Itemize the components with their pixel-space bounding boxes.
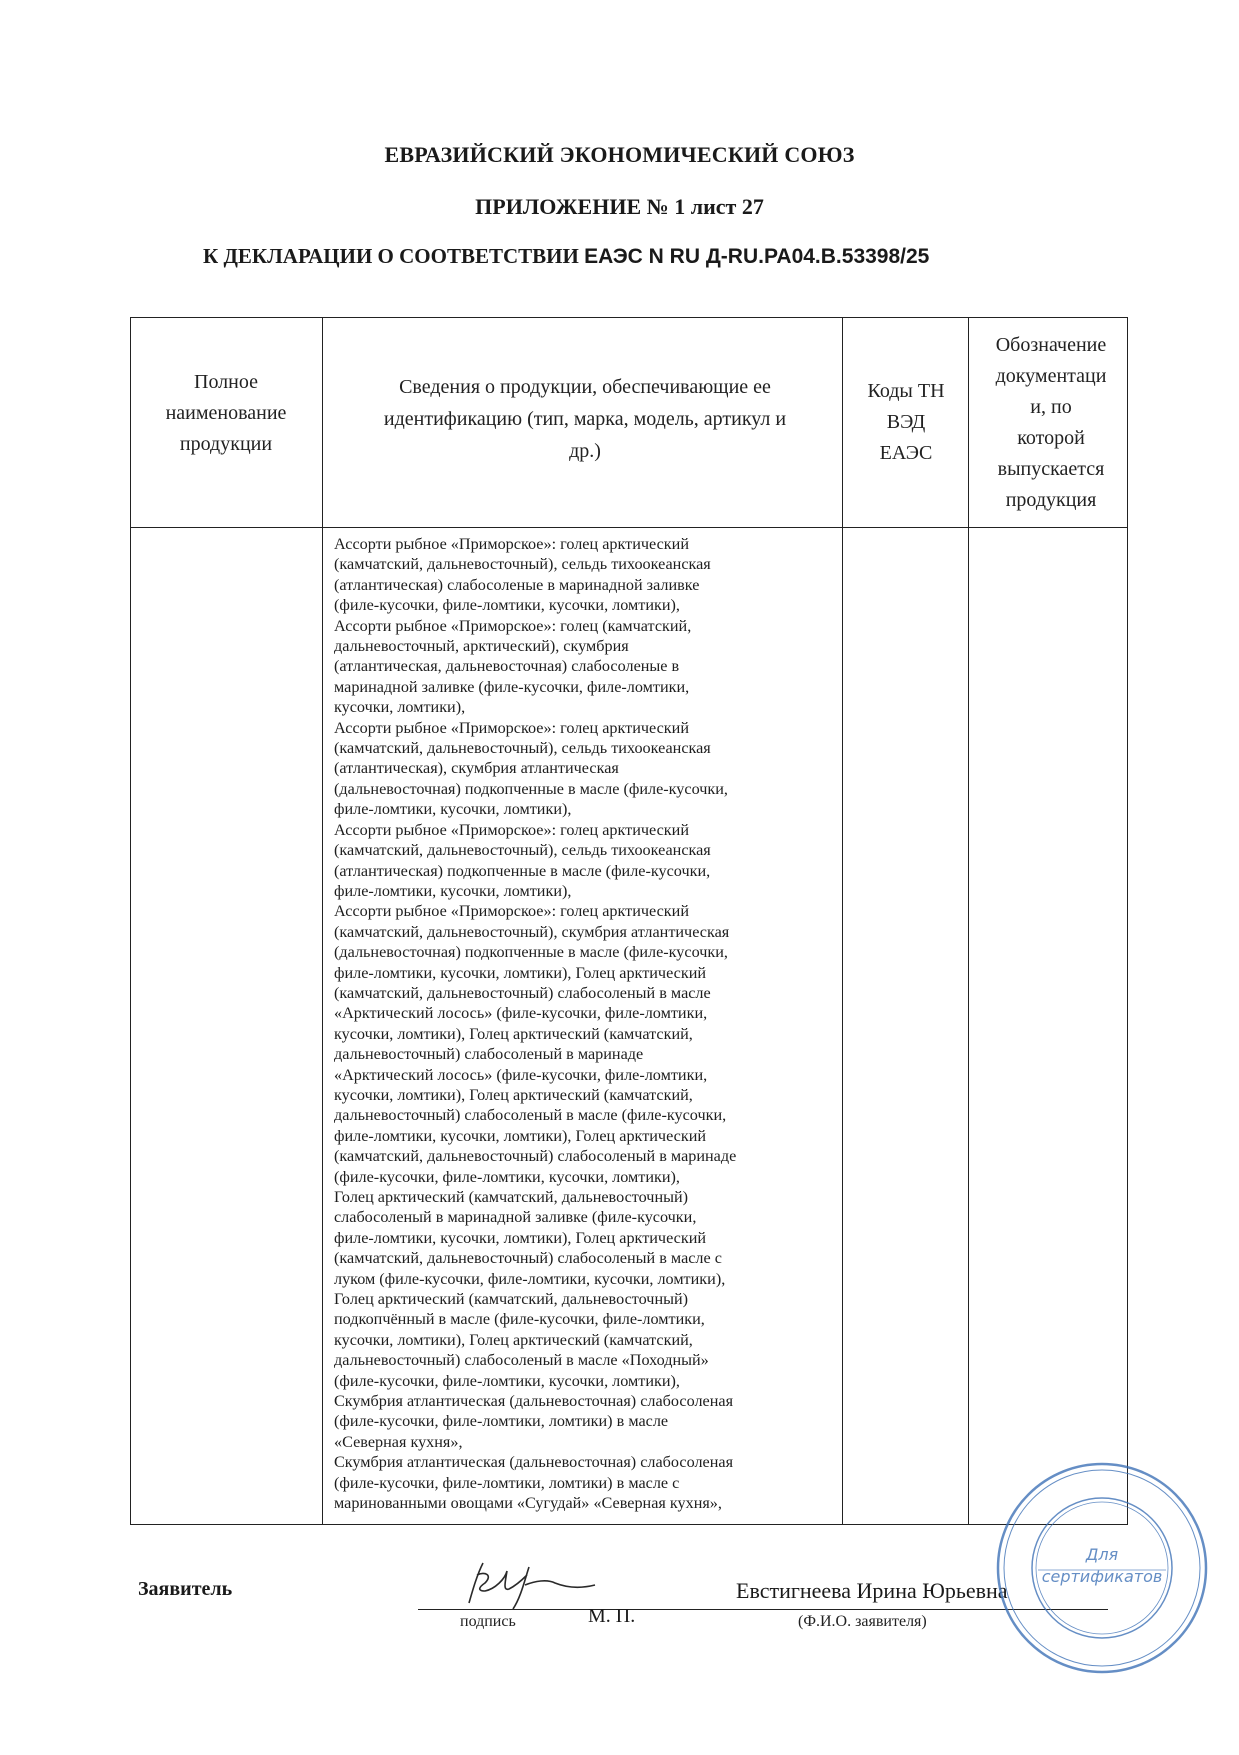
product-line: маринадной заливке (филе-кусочки, филе-ломтики, [334, 677, 690, 696]
product-line: дальневосточный) слабосоленый в маринаде [334, 1045, 644, 1064]
header-line: и, по [1030, 396, 1072, 418]
product-line: (камчатский, дальневосточный) слабосоленый в масле [334, 983, 711, 1002]
product-line: Ассорти рыбное «Приморское»: голец арктический [334, 535, 689, 553]
product-line: (дальневосточная) подкопченные в масле (филе-кусочки, [334, 779, 728, 798]
table-bottom-border [130, 1524, 1128, 1525]
product-line: Ассорти рыбное «Приморское»: голец (камчатский, [334, 616, 692, 635]
product-line: дальневосточный, арктический), скумбрия [334, 637, 629, 656]
product-line: (камчатский, дальневосточный) слабосоленый в маринаде [334, 1147, 737, 1166]
product-line: филе-ломтики, кусочки, ломтики), [334, 800, 572, 819]
product-line: филе-ломтики, кусочки, ломтики), Голец арктический [334, 1126, 707, 1145]
seal-label: М. П. [588, 1605, 636, 1627]
header-line: др.) [569, 440, 601, 462]
header-line: Обозначение [995, 334, 1107, 356]
product-line: (филе-кусочки, филе-ломтики, кусочки, ломтики), [334, 1167, 680, 1186]
header-line: идентификацию (тип, марка, модель, артикул и [383, 408, 787, 430]
header-line: ЕАЭС [879, 442, 933, 464]
declaration-title [203, 244, 1063, 269]
union-title: ЕВРАЗИЙСКИЙ ЭКОНОМИЧЕСКИЙ СОЮЗ [384, 142, 855, 167]
table-header-divider [130, 527, 1128, 528]
svg-text:Для: Для [1085, 1545, 1119, 1564]
header-line: Коды ТН [867, 380, 945, 402]
product-line: Ассорти рыбное «Приморское»: голец арктический [334, 820, 689, 839]
product-line: (атлантическая) подкопченные в масле (филе-кусочки, [334, 861, 711, 880]
handwritten-signature [455, 1545, 605, 1615]
column-divider [968, 317, 969, 1525]
declaration-prefix: К ДЕКЛАРАЦИИ О СООТВЕТСТВИИ [203, 244, 585, 268]
header-cell-product-name [130, 367, 322, 460]
name-caption: (Ф.И.О. заявителя) [798, 1613, 927, 1630]
header-cell-tn-ved-codes [846, 376, 966, 469]
product-line: (филе-кусочки, филе-ломтики, кусочки, ломтики), [334, 1371, 680, 1390]
product-line: луком (филе-кусочки, филе-ломтики, кусочки, ломтики), [334, 1269, 726, 1288]
header-cell-product-info [330, 371, 840, 467]
header-line: ВЭД [886, 411, 926, 433]
product-line: «Арктический лосось» (филе-кусочки, филе-ломтики, [334, 1004, 708, 1023]
product-line: (филе-кусочки, филе-ломтики, кусочки, ломтики), [334, 596, 680, 615]
product-line: (камчатский, дальневосточный), скумбрия атлантическая [334, 922, 730, 941]
header-line: наименование [165, 402, 287, 424]
product-line: Голец арктический (камчатский, дальневосточный) [334, 1290, 689, 1309]
product-line: (дальневосточная) подкопченные в масле (филе-кусочки, [334, 943, 728, 962]
header-line: документаци [995, 365, 1107, 387]
product-line: (атлантическая, дальневосточная) слабосоленые в [334, 657, 680, 676]
product-line: Ассорти рыбное «Приморское»: голец арктический [334, 718, 689, 737]
header-cell-documentation [972, 330, 1130, 516]
product-line: (камчатский, дальневосточный), сельдь тихоокеанская [334, 555, 711, 574]
product-line: филе-ломтики, кусочки, ломтики), Голец арктический [334, 1228, 707, 1247]
declaration-number: ЕАЭС N RU Д-RU.PA04.B.53398/25 [584, 245, 930, 268]
product-line: дальневосточный) слабосоленый в масле (филе-кусочки, [334, 1106, 727, 1125]
column-divider [322, 317, 323, 1525]
product-line: (атлантическая) слабосоленые в маринадной заливке [334, 575, 700, 594]
product-line: дальневосточный) слабосоленый в масле «Походный» [334, 1351, 709, 1370]
company-stamp [992, 1458, 1212, 1678]
product-line: подкопчённый в масле (филе-кусочки, филе-ломтики, [334, 1310, 705, 1329]
product-line: Скумбрия атлантическая (дальневосточная) слабосоленая [334, 1392, 734, 1411]
product-line: кусочки, ломтики), Голец арктический (камчатский, [334, 1330, 693, 1349]
header-line: продукции [179, 433, 273, 455]
header-line: которой [1017, 427, 1085, 449]
header-line: продукция [1005, 489, 1097, 511]
signature-caption: подпись [460, 1613, 516, 1630]
product-description-cell [334, 534, 844, 1514]
product-line: кусочки, ломтики), [334, 698, 466, 717]
product-line: (камчатский, дальневосточный), сельдь тихоокеанская [334, 739, 711, 758]
product-line: кусочки, ломтики), Голец арктический (камчатский, [334, 1024, 693, 1043]
svg-text:сертификатов: сертификатов [1041, 1567, 1163, 1586]
product-line: маринованными овощами «Сугудай» «Северная кухня», [334, 1494, 722, 1513]
product-line: Голец арктический (камчатский, дальневосточный) [334, 1188, 689, 1206]
product-line: (атлантическая), скумбрия атлантическая [334, 759, 619, 778]
product-line: (камчатский, дальневосточный) слабосоленый в масле с [334, 1249, 722, 1268]
product-line: (камчатский, дальневосточный), сельдь тихоокеанская [334, 841, 711, 860]
header-line: Полное [194, 371, 258, 393]
product-line: филе-ломтики, кусочки, ломтики), Голец арктический [334, 963, 707, 982]
product-line: Скумбрия атлантическая (дальневосточная) слабосоленая [334, 1453, 734, 1472]
table-left-border [130, 317, 131, 1525]
product-line: Ассорти рыбное «Приморское»: голец арктический [334, 902, 689, 921]
table-top-border [130, 317, 1128, 318]
header-line: Сведения о продукции, обеспечивающие ее [399, 376, 771, 398]
applicant-label: Заявитель [138, 1578, 233, 1600]
header-line: выпускается [997, 458, 1105, 480]
product-line: (филе-кусочки, филе-ломтики, ломтики) в масле с [334, 1473, 680, 1492]
product-line: слабосоленый в маринадной заливке (филе-кусочки, [334, 1208, 697, 1227]
appendix-title: ПРИЛОЖЕНИЕ № 1 лист 27 [475, 194, 764, 219]
product-line: «Северная кухня», [334, 1432, 463, 1451]
product-line: (филе-кусочки, филе-ломтики, ломтики) в масле [334, 1412, 669, 1431]
product-line: филе-ломтики, кусочки, ломтики), [334, 881, 572, 900]
product-line: «Арктический лосось» (филе-кусочки, филе-ломтики, [334, 1065, 708, 1084]
applicant-name: Евстигнеева Ирина Юрьевна [736, 1578, 1008, 1603]
product-line: кусочки, ломтики), Голец арктический (камчатский, [334, 1085, 693, 1104]
